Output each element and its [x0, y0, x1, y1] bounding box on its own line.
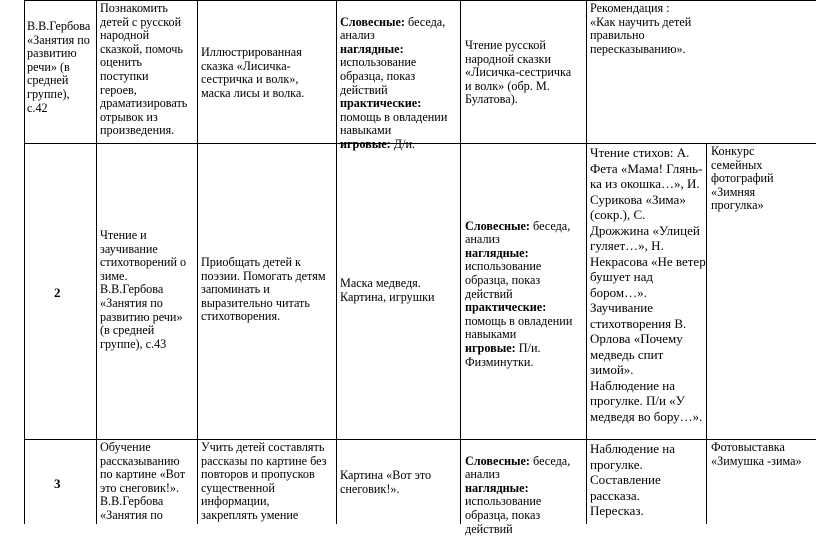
row2-methods	[465, 206, 585, 369]
methods-verbal-label: Словесные:	[340, 14, 405, 29]
row-border-2	[24, 439, 816, 440]
row3-topic: Обучение рассказыванию по картине «Вот это снеговик!». В.В.Гербова «Занятия по	[100, 441, 186, 522]
row-border-top	[24, 0, 816, 1]
row2-joint: Чтение стихов: А. Фета «Мама! Глянь- ка из окошка…», И. Сурикова «Зима» (сокр.), С. Дрожжина «Улицей гуляет…», Н. Некрасова «Не ветер бушует над бором…». Заучивание стихотворения В. Орлова «Почему медведь спит зимой». Наблюдение на прогулке. П/и «У медведя во бору…».	[590, 145, 706, 424]
row1-materials: Иллюстрированная сказка «Лисичка- сестричка и волк», маска лисы и волка.	[201, 46, 305, 100]
methods-game-label: игровые:	[340, 136, 391, 151]
methods-visual-label: наглядные:	[465, 245, 529, 260]
row1-methods	[340, 2, 459, 152]
row1-activity: Чтение русской народной сказки «Лисичка-сестричка и волк» (обр. М. Булатова).	[465, 39, 572, 107]
methods-game: П/и. Физминутки.	[465, 340, 541, 369]
row1-topic: В.В.Гербова «Занятия по развитию речи» (в средней группе), с.42	[27, 20, 91, 115]
row3-joint: Наблюдение на прогулке. Составление рассказа. Пересказ.	[590, 441, 676, 518]
methods-practical-label: практические:	[340, 96, 422, 111]
row2-family: Конкурс семейных фотографий «Зимняя прогулка»	[711, 145, 774, 213]
col-border-0	[24, 0, 25, 524]
methods-practical-label: практические:	[465, 300, 547, 315]
row1-joint: Рекомендация : «Как научить детей правильно пересказыванию».	[590, 2, 692, 56]
methods-verbal-label: Словесные:	[465, 453, 530, 468]
methods-practical: помощь в овладении навыками	[340, 109, 448, 138]
col-border-6	[706, 143, 707, 524]
methods-verbal: беседа, анализ	[465, 218, 571, 247]
col-border-5	[586, 0, 587, 524]
row2-topic: Чтение и заучивание стихотворений о зиме. В.В.Гербова «Занятия по развитию речи» (в средней группе), с.43	[100, 229, 187, 351]
row2-goal: Приобщать детей к поэзии. Помогать детям запоминать и выразительно читать стихотворения.	[201, 256, 326, 324]
row2-number: 2	[54, 285, 61, 300]
methods-verbal: беседа, анализ	[465, 453, 571, 482]
methods-game: Д/и.	[390, 136, 416, 151]
methods-practical: помощь в овладении навыками	[465, 313, 573, 342]
row3-methods	[465, 441, 585, 536]
methods-visual: использование образца, показ действий	[465, 494, 542, 536]
row3-goal: Учить детей составлять рассказы по картине без повторов и пропусков существенной информации, закреплять умение	[201, 441, 327, 522]
col-border-4	[460, 0, 461, 524]
col-border-3	[336, 0, 337, 524]
row3-family: Фотовыставка «Зимушка -зима»	[711, 441, 802, 468]
methods-visual: использование образца, показ действий	[465, 259, 542, 301]
methods-verbal-label: Словесные:	[465, 218, 530, 233]
methods-visual-label: наглядные:	[340, 41, 404, 56]
methods-verbal: беседа, анализ	[340, 14, 446, 43]
row1-goal: Познакомить детей с русской народной сказкой, помочь оценить поступки героев, драматизировать отрывок из произведения.	[100, 2, 188, 138]
methods-visual: использование образца, показ действий	[340, 55, 417, 97]
col-border-2	[197, 0, 198, 524]
methods-game-label: игровые:	[465, 340, 516, 355]
row3-materials: Картина «Вот это снеговик!».	[340, 469, 432, 496]
row2-materials: Маска медведя. Картина, игрушки	[340, 277, 435, 304]
col-border-1	[96, 0, 97, 524]
row3-number: 3	[54, 476, 61, 491]
methods-visual-label: наглядные:	[465, 480, 529, 495]
